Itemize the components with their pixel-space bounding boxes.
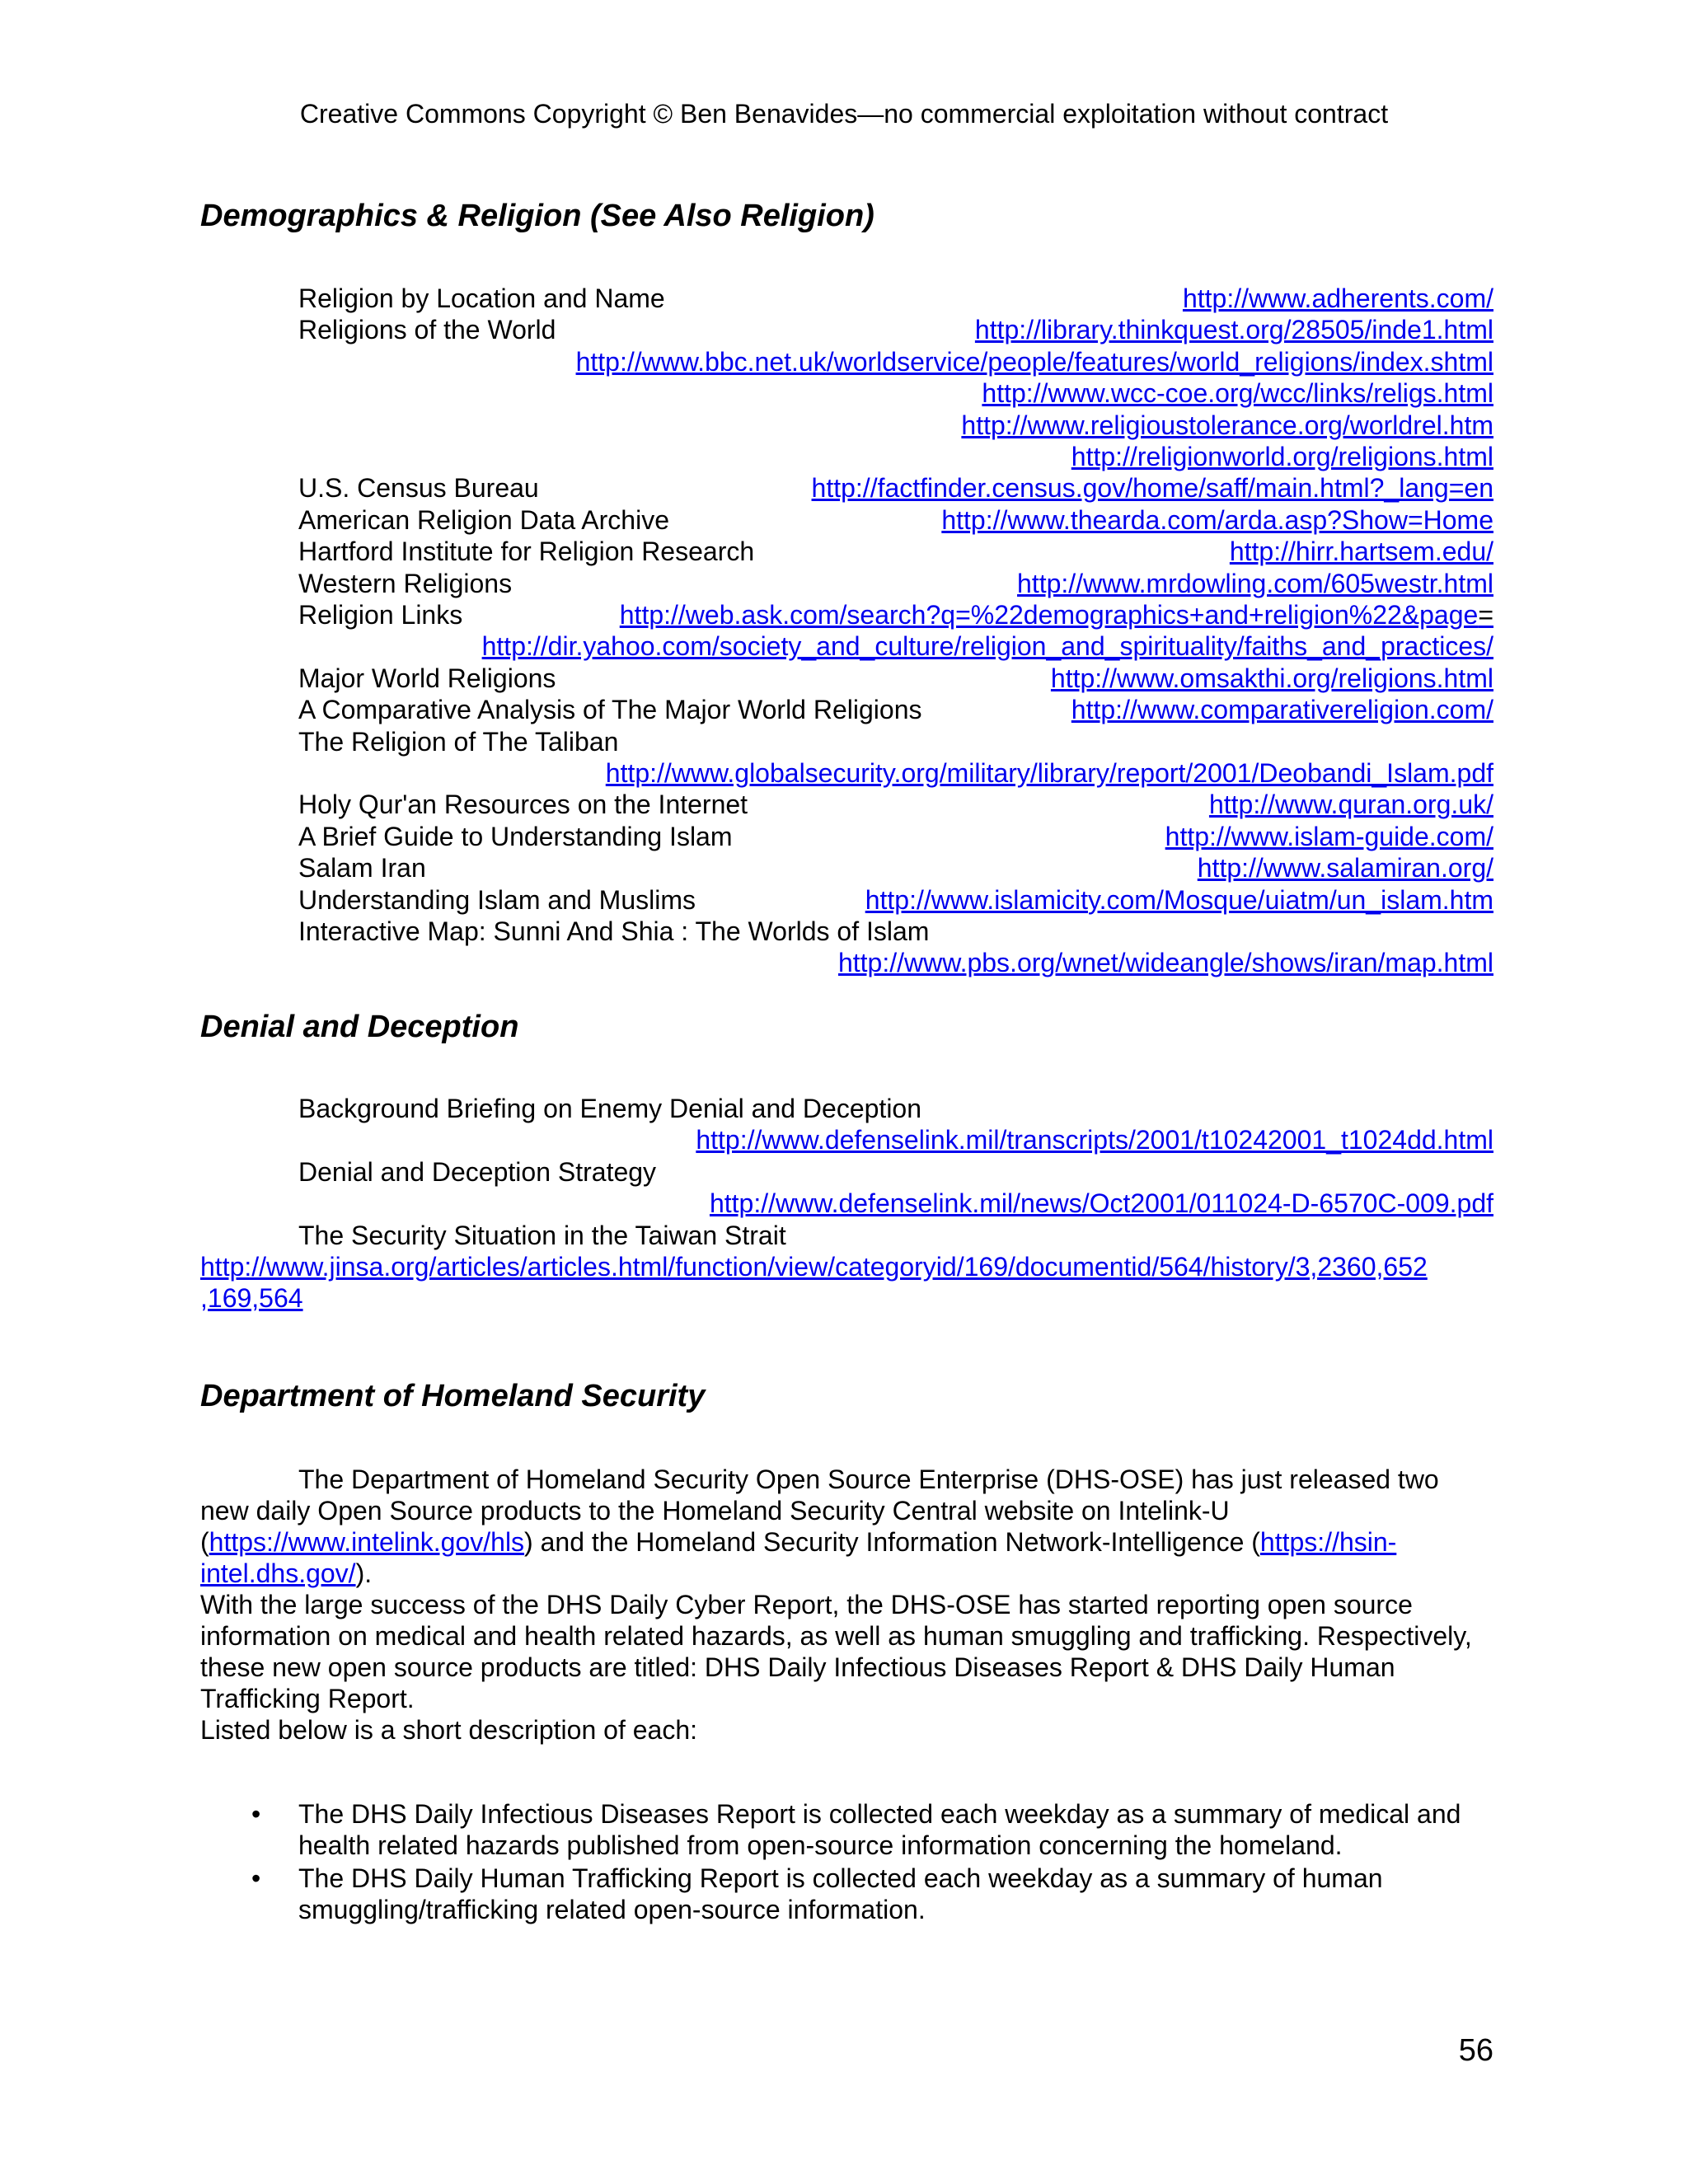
link-url-text: http://hirr.hartsem.edu/ <box>1229 537 1493 567</box>
link-row-label: Major World Religions <box>298 663 556 693</box>
link-row <box>0 694 1688 725</box>
link-row-label: American Religion Data Archive <box>298 504 669 535</box>
link-url-text: http://www.salamiran.org/ <box>1197 853 1493 883</box>
link-row-url[interactable] <box>1051 663 1493 694</box>
link-row <box>0 410 1688 441</box>
copyright-header: Creative Commons Copyright © Ben Benavides—no commercial exploitation without contract <box>299 99 1389 129</box>
link-row <box>0 1188 1688 1219</box>
link-row-url[interactable] <box>606 757 1493 789</box>
link-row <box>0 314 1688 345</box>
link-row <box>0 1220 1688 1251</box>
link-row-url[interactable] <box>1017 568 1493 599</box>
dhs-intro-paragraph <box>200 1464 1490 1589</box>
jinsa-link-part1[interactable]: http://www.jinsa.org/articles/articles.html/function/view/categoryid/169/documentid/564/history/3,2360,652 <box>200 1252 1428 1282</box>
link-url-text: http://dir.yahoo.com/society_and_culture/religion_and_spirituality/faiths_and_practices/ <box>481 631 1493 662</box>
link-row <box>0 599 1688 630</box>
link-row-url[interactable] <box>1183 283 1493 314</box>
link-tail-text: = <box>1478 600 1493 630</box>
link-url-text: http://www.adherents.com/ <box>1182 284 1493 313</box>
link-row-url[interactable] <box>576 346 1493 377</box>
link-row <box>0 346 1688 377</box>
link-row-label: Background Briefing on Enemy Denial and Deception <box>298 1094 922 1123</box>
link-row-url[interactable] <box>710 1188 1493 1219</box>
list-item <box>200 1798 1490 1861</box>
link-row <box>0 663 1688 694</box>
bullet-icon: • <box>251 1863 261 1893</box>
link-row-label: The Religion of The Taliban <box>298 726 619 757</box>
link-row-label: Denial and Deception Strategy <box>298 1156 657 1187</box>
link-row <box>0 852 1688 883</box>
dhs-intro-text-c: ). <box>355 1558 373 1588</box>
link-row-label: U.S. Census Bureau <box>298 473 539 504</box>
link-row-url[interactable] <box>838 947 1493 978</box>
link-url-text: http://www.globalsecurity.org/military/library/report/2001/Deobandi_Islam.pdf <box>605 758 1493 788</box>
link-row <box>0 536 1688 567</box>
link-row-url[interactable] <box>961 410 1493 441</box>
link-row <box>0 283 1688 314</box>
list-item-text: The DHS Daily Human Trafficking Report is collected each weekday as a summary of human smuggling/trafficking related open-source information. <box>298 1863 1383 1924</box>
link-row <box>0 947 1688 978</box>
link-url-text: http://religionworld.org/religions.html <box>1071 442 1493 471</box>
section-title-dhs: Department of Homeland Security <box>200 1379 706 1413</box>
dhs-list-intro: Listed below is a short description of each: <box>200 1715 697 1745</box>
link-row-label: The Security Situation in the Taiwan Strait <box>298 1220 786 1250</box>
dhs-products-list <box>200 1798 1490 1927</box>
link-row-label: Western Religions <box>298 568 513 598</box>
link-row <box>0 726 1688 757</box>
bullet-icon: • <box>251 1799 261 1829</box>
list-item-text: The DHS Daily Infectious Diseases Report is collected each weekday as a summary of medical and health related hazards published from open-source information concerning the homeland. <box>298 1799 1461 1860</box>
link-url-text: http://www.pbs.org/wnet/wideangle/shows/iran/map.html <box>837 948 1493 978</box>
link-row-url[interactable] <box>941 504 1493 536</box>
hsin-intel-link[interactable]: https://hsin-intel.dhs.gov/ <box>200 1527 1397 1588</box>
link-row-url[interactable] <box>982 377 1493 409</box>
link-url-text: http://factfinder.census.gov/home/saff/main.html?_lang=en <box>811 473 1493 504</box>
link-row-label: Salam Iran <box>298 853 426 883</box>
link-row-url[interactable] <box>1071 441 1493 472</box>
link-row-label: Hartford Institute for Religion Research <box>298 537 755 567</box>
link-row-url[interactable] <box>696 1124 1493 1155</box>
link-row-url[interactable] <box>975 314 1493 345</box>
link-url-text: http://www.wcc-coe.org/wcc/links/religs.html <box>982 378 1493 409</box>
link-url-text: http://www.islamicity.com/Mosque/uiatm/un_islam.htm <box>865 884 1493 915</box>
link-row-label: Religions of the World <box>298 315 556 345</box>
link-url-text: http://web.ask.com/search?q=%22demographics+and+religion%22&page <box>619 600 1479 630</box>
link-url-text: http://library.thinkquest.org/28505/inde1.html <box>974 315 1493 345</box>
link-row <box>0 1282 1688 1314</box>
link-url-text: http://www.comparativereligion.com/ <box>1071 695 1493 725</box>
link-row-url[interactable] <box>1071 694 1493 725</box>
link-row <box>0 630 1688 662</box>
link-row-url[interactable] <box>620 599 1493 630</box>
link-url-text: http://www.thearda.com/arda.asp?Show=Home <box>941 504 1493 535</box>
link-row <box>0 1156 1688 1188</box>
link-row-label: Religion by Location and Name <box>298 284 665 313</box>
intelink-link[interactable]: https://www.intelink.gov/hls <box>209 1527 525 1557</box>
link-row <box>0 821 1688 852</box>
link-row-url[interactable] <box>1198 852 1493 883</box>
link-row-label: Religion Links <box>298 600 463 630</box>
dhs-intro-text-b: ) and the Homeland Security Information Network-Intelligence ( <box>524 1527 1260 1557</box>
link-row <box>0 441 1688 472</box>
jinsa-link-part2[interactable]: ,169,564 <box>200 1283 303 1313</box>
link-row <box>0 504 1688 536</box>
link-url-text: http://www.quran.org.uk/ <box>1208 790 1493 820</box>
link-row <box>0 916 1688 947</box>
dhs-intro-text-a: The Department of Homeland Security Open Source Enterprise (DHS-OSE) has just released two new daily Open Source products to the Homeland Security Central website on Intelink-U ( <box>200 1465 1439 1557</box>
link-row <box>0 1093 1688 1124</box>
link-row <box>0 377 1688 409</box>
link-row-label: Understanding Islam and Muslims <box>298 884 696 915</box>
link-row-label: A Brief Guide to Understanding Islam <box>298 821 733 851</box>
link-url-text: http://www.islam-guide.com/ <box>1165 821 1493 851</box>
link-url-text: http://www.bbc.net.uk/worldservice/people/features/world_religions/index.shtml <box>575 346 1493 377</box>
link-row <box>0 757 1688 789</box>
link-row <box>0 884 1688 916</box>
link-url-text: http://www.defenselink.mil/news/Oct2001/011024-D-6570C-009.pdf <box>709 1188 1493 1219</box>
link-row-label: A Comparative Analysis of The Major World Religions <box>298 695 922 725</box>
link-row-url[interactable] <box>482 630 1493 662</box>
link-row-url[interactable] <box>865 884 1493 916</box>
link-row <box>0 789 1688 820</box>
link-url-text: http://www.mrdowling.com/605westr.html <box>1017 568 1493 598</box>
section-title-demographics: Demographics & Religion (See Also Religion) <box>200 199 874 233</box>
link-row <box>0 568 1688 599</box>
link-row <box>0 1124 1688 1155</box>
link-url-text: http://www.omsakthi.org/religions.html <box>1050 663 1493 693</box>
link-url-text: http://www.defenselink.mil/transcripts/2001/t10242001_t1024dd.html <box>696 1125 1493 1155</box>
link-row-url[interactable] <box>1209 789 1493 820</box>
link-row-label: Interactive Map: Sunni And Shia : The Worlds of Islam <box>298 916 930 946</box>
link-row-url[interactable] <box>1165 821 1493 852</box>
link-url-text: http://www.religioustolerance.org/worldrel.htm <box>961 410 1493 440</box>
link-row-label: Holy Qur'an Resources on the Internet <box>298 790 748 820</box>
section-title-denial: Denial and Deception <box>200 1010 519 1044</box>
link-row-url[interactable] <box>812 472 1493 504</box>
link-row-url[interactable] <box>1230 536 1493 567</box>
list-item <box>200 1863 1490 1925</box>
link-row <box>0 472 1688 504</box>
dhs-success-paragraph: With the large success of the DHS Daily Cyber Report, the DHS-OSE has started reporting open source information on medical and health related hazards, as well as human smuggling and trafficking. Respectively, these new open source products are titled: DHS Daily Infectious Diseases Report & DHS Daily Human Trafficking Report. <box>200 1590 1472 1713</box>
link-row <box>0 1251 1688 1282</box>
page-number: 56 <box>1458 2033 1493 2068</box>
